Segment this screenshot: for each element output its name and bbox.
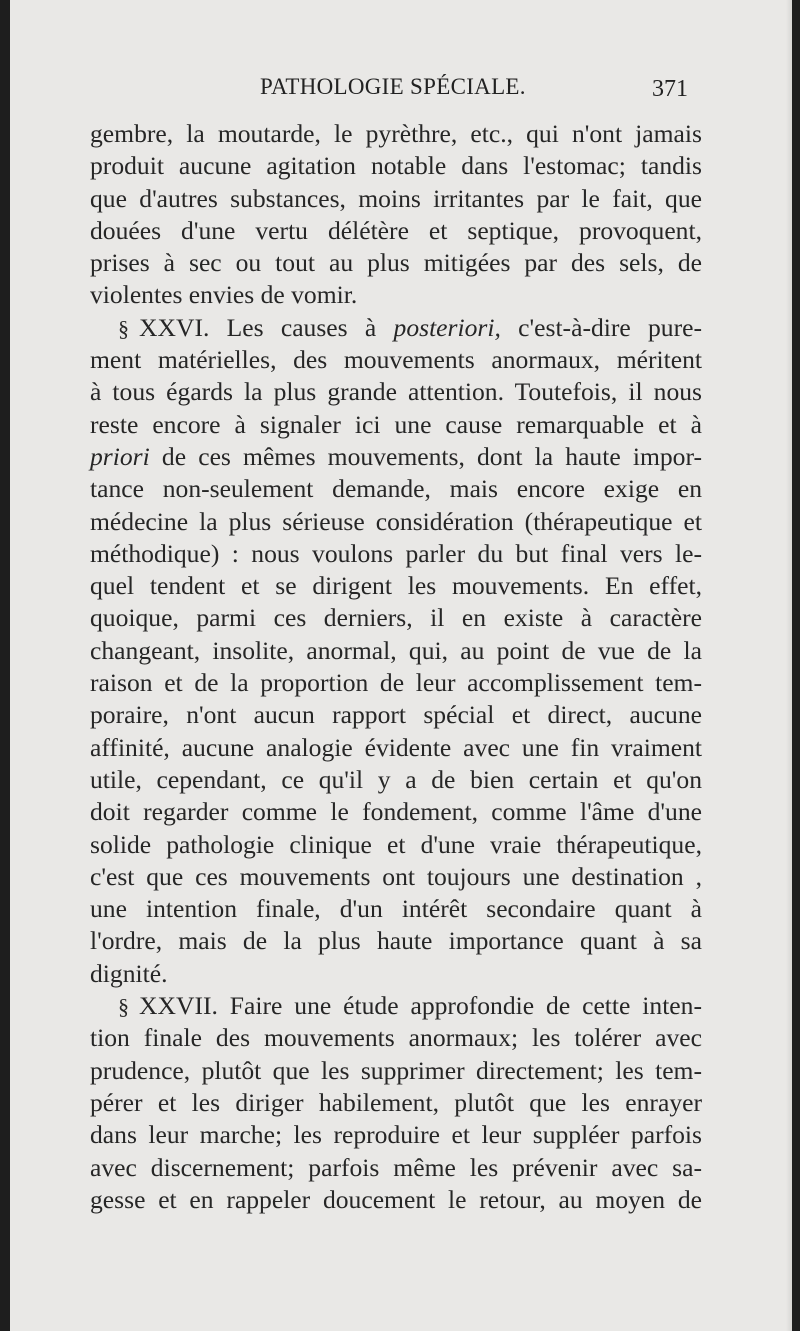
text-line: reste encore à signaler ici une cause remarquable et à bbox=[90, 409, 702, 439]
page-header bbox=[10, 74, 792, 108]
paragraph-start-line bbox=[90, 312, 702, 344]
body-text bbox=[90, 118, 702, 1216]
text-segment: XXVII. Faire une étude approfondie de cette inten- bbox=[139, 991, 702, 1021]
text-line: gembre, la moutarde, le pyrèthre, etc., qui n'ont jamais bbox=[90, 119, 702, 148]
section-sign: § bbox=[118, 315, 129, 341]
text-line: violentes envies de vomir. bbox=[90, 280, 358, 310]
text-segment: de ces mêmes mouvements, dont la haute impor- bbox=[161, 441, 702, 471]
text-line: ment matérielles, des mouvements anormaux, méritent bbox=[90, 345, 702, 375]
text-line: changeant, insolite, anormal, qui, au point de vue de la bbox=[90, 635, 702, 665]
text-line: méthodique) : nous voulons parler du but final vers le- bbox=[90, 538, 702, 568]
text-line: dans leur marche; les reproduire et leur suppléer parfois bbox=[90, 1120, 702, 1150]
text-segment: c'est-à-dire pure- bbox=[518, 312, 703, 342]
text-line: gesse et en rappeler doucement le retour, au moyen de bbox=[90, 1184, 702, 1214]
text-line bbox=[90, 441, 702, 473]
text-line: doit regarder comme le fondement, comme l'âme d'une bbox=[90, 797, 702, 827]
section-sign: § bbox=[118, 994, 129, 1020]
page-number: 371 bbox=[652, 76, 688, 102]
text-line: c'est que ces mouvements ont toujours une destination , bbox=[90, 861, 702, 891]
text-line: quoique, parmi ces derniers, il en existe à caractère bbox=[90, 603, 702, 633]
text-line: dignité. bbox=[90, 958, 168, 988]
text-line: utile, cependant, ce qu'il y a de bien certain et qu'on bbox=[90, 764, 702, 794]
text-line: douées d'une vertu délétère et septique, provoquent, bbox=[90, 215, 702, 245]
book-page bbox=[10, 0, 792, 1331]
text-line: prudence, plutôt que les supprimer directement; les tem- bbox=[90, 1055, 702, 1085]
text-line: poraire, n'ont aucun rapport spécial et direct, aucune bbox=[90, 700, 702, 730]
text-line: raison et de la proportion de leur accomplissement tem- bbox=[90, 668, 702, 698]
text-line: que d'autres substances, moins irritantes par le fait, que bbox=[90, 183, 702, 213]
text-line: une intention finale, d'un intérêt secondaire quant à bbox=[90, 894, 702, 924]
text-line: pérer et les diriger habilement, plutôt que les enrayer bbox=[90, 1087, 702, 1117]
text-segment: XXVI. Les causes à bbox=[139, 312, 377, 342]
text-line: à tous égards la plus grande attention. Toutefois, il nous bbox=[90, 377, 702, 407]
paragraph-start-line bbox=[90, 990, 702, 1022]
text-line: tance non-seulement demande, mais encore exige en bbox=[90, 474, 702, 504]
running-title: PATHOLOGIE SPÉCIALE. bbox=[260, 74, 526, 99]
italic-term: posteriori, bbox=[393, 312, 501, 342]
text-line: médecine la plus sérieuse considération (thérapeutique et bbox=[90, 506, 702, 536]
text-line: avec discernement; parfois même les prévenir avec sa- bbox=[90, 1152, 702, 1182]
text-line: prises à sec ou tout au plus mitigées par des sels, de bbox=[90, 248, 702, 278]
text-line: quel tendent et se dirigent les mouvements. En effet, bbox=[90, 571, 702, 601]
text-line: solide pathologie clinique et d'une vraie thérapeutique, bbox=[90, 829, 702, 859]
text-line: tion finale des mouvements anormaux; les tolérer avec bbox=[90, 1023, 702, 1053]
text-line: l'ordre, mais de la plus haute importance quant à sa bbox=[90, 926, 702, 956]
text-line: produit aucune agitation notable dans l'estomac; tandis bbox=[90, 151, 702, 181]
text-line: affinité, aucune analogie évidente avec une fin vraiment bbox=[90, 732, 702, 762]
italic-term: priori bbox=[90, 441, 150, 471]
